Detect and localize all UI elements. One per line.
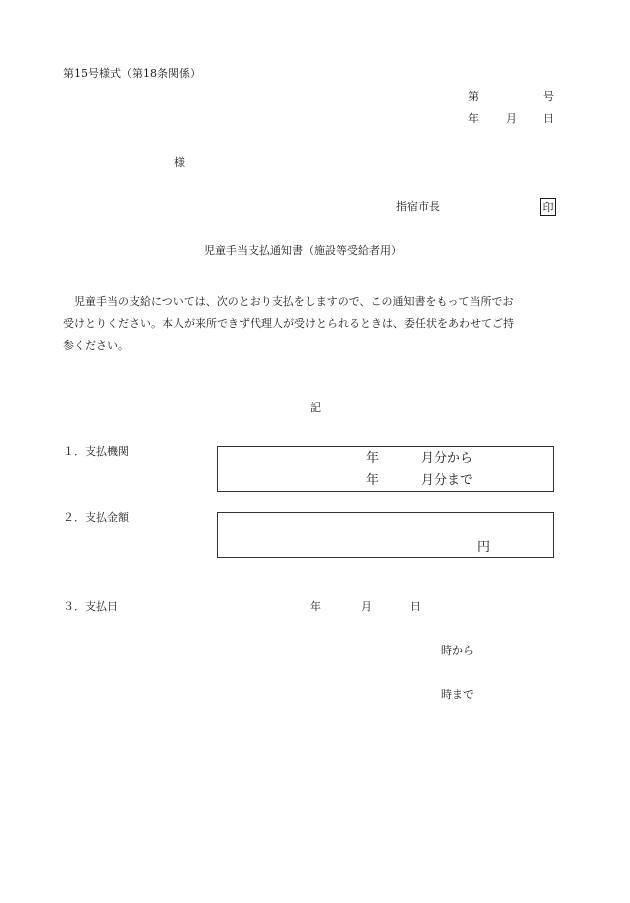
item-label-payment-date: ３．支払日 bbox=[63, 600, 118, 613]
document-title: 児童手当支払通知書（施設等受給者用） bbox=[204, 244, 402, 257]
issuer-name: 指宿市長 bbox=[396, 200, 440, 213]
period-from-month-label: 月分から bbox=[421, 451, 474, 466]
ki-heading: 記 bbox=[310, 401, 321, 414]
period-from-year-label: 年 bbox=[366, 451, 380, 466]
time-from-label: 時から bbox=[441, 644, 474, 657]
date-month-label: 月 bbox=[506, 112, 517, 125]
body-line: 参ください。 bbox=[63, 339, 129, 352]
date-year-label: 年 bbox=[468, 112, 479, 125]
item-label-payment-period: １．支払機関 bbox=[63, 445, 129, 458]
addressee-suffix: 様 bbox=[174, 156, 185, 169]
doc-number-prefix: 第 bbox=[468, 90, 479, 103]
body-line: 児童手当の支給については、次のとおり支払をしますので、この通知書をもって当所でお bbox=[63, 295, 514, 308]
date-day-label: 日 bbox=[543, 112, 554, 125]
seal-stamp-label: 印 bbox=[542, 200, 554, 214]
body-paragraph bbox=[63, 291, 563, 357]
form-number: 第15号様式（第18条関係） bbox=[63, 67, 201, 80]
payment-amount-box bbox=[217, 512, 554, 558]
time-to-label: 時まで bbox=[441, 688, 474, 701]
period-to-month-label: 月分まで bbox=[421, 473, 474, 488]
seal-stamp-box bbox=[540, 198, 556, 216]
payment-date-month-label: 月 bbox=[361, 600, 372, 613]
payment-period-box bbox=[217, 446, 554, 492]
payment-date-day-label: 日 bbox=[410, 600, 421, 613]
body-line: 受けとりください。本人が来所できず代理人が受けとられるときは、委任状をあわせてご持 bbox=[63, 317, 514, 330]
item-label-payment-amount: ２．支払金額 bbox=[63, 511, 129, 524]
doc-number-suffix: 号 bbox=[543, 90, 554, 103]
amount-unit-yen: 円 bbox=[477, 540, 491, 555]
period-to-year-label: 年 bbox=[366, 473, 380, 488]
payment-date-year-label: 年 bbox=[310, 600, 321, 613]
